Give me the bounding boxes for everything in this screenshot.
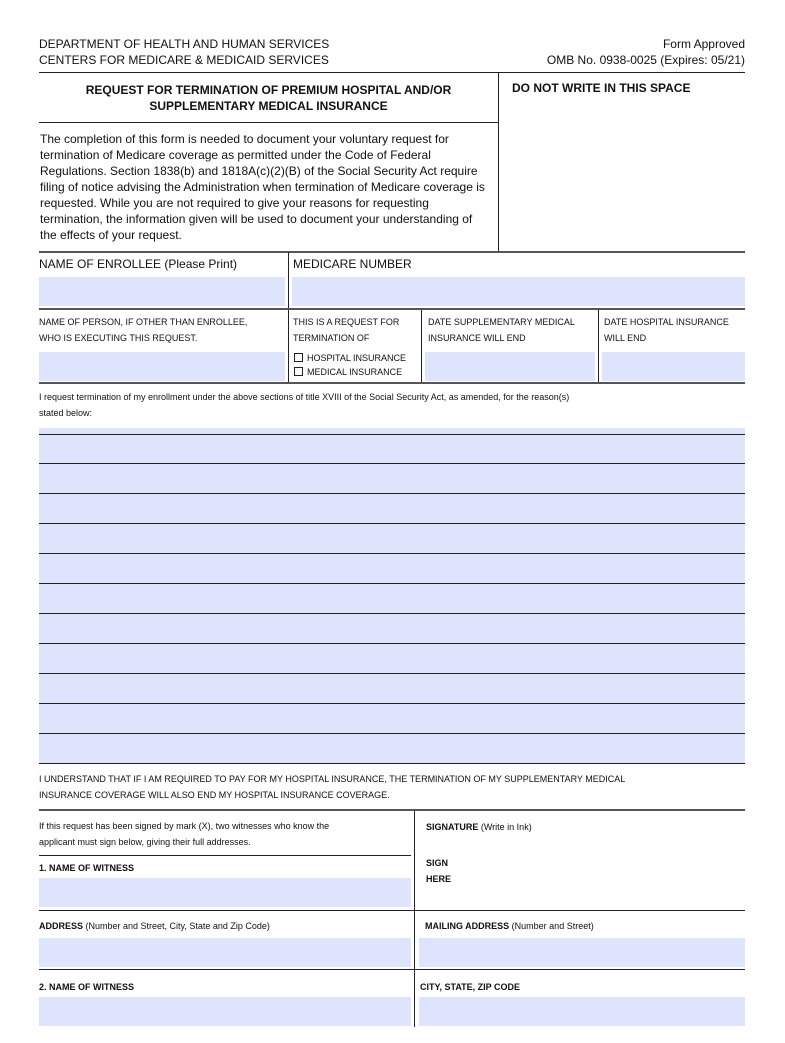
understanding-line-1: I UNDERSTAND THAT IF I AM REQUIRED TO PAY FOR MY HOSPITAL INSURANCE, THE TERMINATION OF MY SUPPLEMENTARY MEDICAL bbox=[39, 774, 626, 784]
do-not-write-label: DO NOT WRITE IN THIS SPACE bbox=[512, 81, 691, 95]
person-label-line-2: WHO IS EXECUTING THIS REQUEST. bbox=[39, 333, 198, 343]
intro-paragraph bbox=[40, 131, 485, 243]
form-title-line-2: SUPPLEMENTARY MEDICAL INSURANCE bbox=[149, 99, 388, 113]
signature-label bbox=[426, 819, 532, 835]
witness-2-name-label: 2. NAME OF WITNESS bbox=[39, 982, 135, 992]
date-hi-label-line-2: WILL END bbox=[604, 333, 647, 343]
intro-line: The completion of this form is needed to document your voluntary request for bbox=[40, 132, 449, 146]
city-state-zip-label: CITY, STATE, ZIP CODE bbox=[420, 982, 521, 992]
signature-label-bold: SIGNATURE bbox=[426, 822, 479, 832]
reason-line-1: I request termination of my enrollment under the above sections of title XVIII of the Social Security Act, as amended, for the reason(s) bbox=[39, 392, 570, 402]
department-line-2: CENTERS FOR MEDICARE & MEDICAID SERVICES bbox=[39, 53, 329, 67]
date-smi-label-line-2: INSURANCE WILL END bbox=[428, 333, 526, 343]
medicare-number-label: MEDICARE NUMBER bbox=[293, 257, 412, 271]
intro-line: filing of notice advising the Administration when termination of Medicare coverage is bbox=[40, 180, 485, 194]
understanding-line-2: INSURANCE COVERAGE WILL ALSO END MY HOSPITAL INSURANCE COVERAGE. bbox=[39, 790, 390, 800]
address-label-bold: ADDRESS bbox=[39, 921, 84, 931]
form-approved: Form Approved bbox=[662, 37, 745, 51]
intro-line: the effects of your request. bbox=[40, 228, 182, 242]
termination-type-label bbox=[293, 314, 399, 346]
form-title-line-1: REQUEST FOR TERMINATION OF PREMIUM HOSPITAL AND/OR bbox=[85, 83, 452, 97]
person-executing-field[interactable] bbox=[39, 352, 285, 381]
address-label-note: (Number and Street, City, State and Zip Code) bbox=[83, 921, 270, 931]
understanding-statement bbox=[39, 771, 625, 803]
city-state-zip-field[interactable] bbox=[419, 997, 745, 1026]
person-label-line-1: NAME OF PERSON, IF OTHER THAN ENROLLEE, bbox=[39, 317, 248, 327]
intro-line: termination, the information given will be used to document your understanding of bbox=[40, 212, 473, 226]
witness-1-address-field[interactable] bbox=[39, 938, 411, 967]
department-line-1: DEPARTMENT OF HEALTH AND HUMAN SERVICES bbox=[39, 37, 330, 51]
mailing-address-label bbox=[425, 918, 594, 934]
reason-text-area[interactable] bbox=[39, 428, 745, 764]
date-hi-field[interactable] bbox=[602, 352, 745, 381]
witness-note-line-2: applicant must sign below, giving their full addresses. bbox=[39, 837, 251, 847]
date-smi-field[interactable] bbox=[425, 352, 595, 381]
hospital-insurance-checkbox[interactable] bbox=[294, 353, 303, 362]
reason-line-2: stated below: bbox=[39, 408, 93, 418]
hospital-insurance-label: HOSPITAL INSURANCE bbox=[307, 353, 407, 363]
enrollee-name-field[interactable] bbox=[39, 277, 285, 306]
signature-field[interactable] bbox=[470, 840, 740, 900]
date-smi-label-line-1: DATE SUPPLEMENTARY MEDICAL bbox=[428, 317, 575, 327]
mailing-address-field[interactable] bbox=[419, 938, 745, 967]
reason-statement bbox=[39, 389, 569, 421]
intro-line: requested. While you are not required to give your reasons for requesting bbox=[40, 196, 429, 210]
intro-line: termination of Medicare coverage as permitted under the Code of Federal bbox=[40, 148, 431, 162]
medical-insurance-checkbox[interactable] bbox=[294, 367, 303, 376]
medical-insurance-label: MEDICAL INSURANCE bbox=[307, 367, 403, 377]
witness-2-name-field[interactable] bbox=[39, 997, 411, 1026]
mailing-label-bold: MAILING ADDRESS bbox=[425, 921, 510, 931]
signature-label-note: (Write in Ink) bbox=[478, 822, 532, 832]
sign-text: SIGN bbox=[426, 858, 449, 868]
witness-1-name-field[interactable] bbox=[39, 878, 411, 907]
here-text: HERE bbox=[426, 874, 452, 884]
medicare-number-field[interactable] bbox=[292, 277, 745, 306]
date-smi-label bbox=[428, 314, 575, 346]
witness-note bbox=[39, 818, 329, 850]
witness-note-line-1: If this request has been signed by mark (X), two witnesses who know the bbox=[39, 821, 330, 831]
omb-number: OMB No. 0938-0025 (Expires: 05/21) bbox=[546, 53, 745, 67]
witness-1-name-label: 1. NAME OF WITNESS bbox=[39, 863, 135, 873]
termination-label-line-2: TERMINATION OF bbox=[293, 333, 370, 343]
intro-line: Regulations. Section 1838(b) and 1818A(c)(2)(B) of the Social Security Act require bbox=[40, 164, 478, 178]
person-executing-label bbox=[39, 314, 247, 346]
termination-label-line-1: THIS IS A REQUEST FOR bbox=[293, 317, 400, 327]
enrollee-name-label: NAME OF ENROLLEE (Please Print) bbox=[39, 257, 238, 271]
form-title bbox=[39, 82, 498, 114]
sign-here-label bbox=[426, 855, 451, 887]
witness-1-address-label bbox=[39, 918, 270, 934]
date-hi-label bbox=[604, 314, 729, 346]
date-hi-label-line-1: DATE HOSPITAL INSURANCE bbox=[604, 317, 729, 327]
mailing-label-note: (Number and Street) bbox=[509, 921, 594, 931]
